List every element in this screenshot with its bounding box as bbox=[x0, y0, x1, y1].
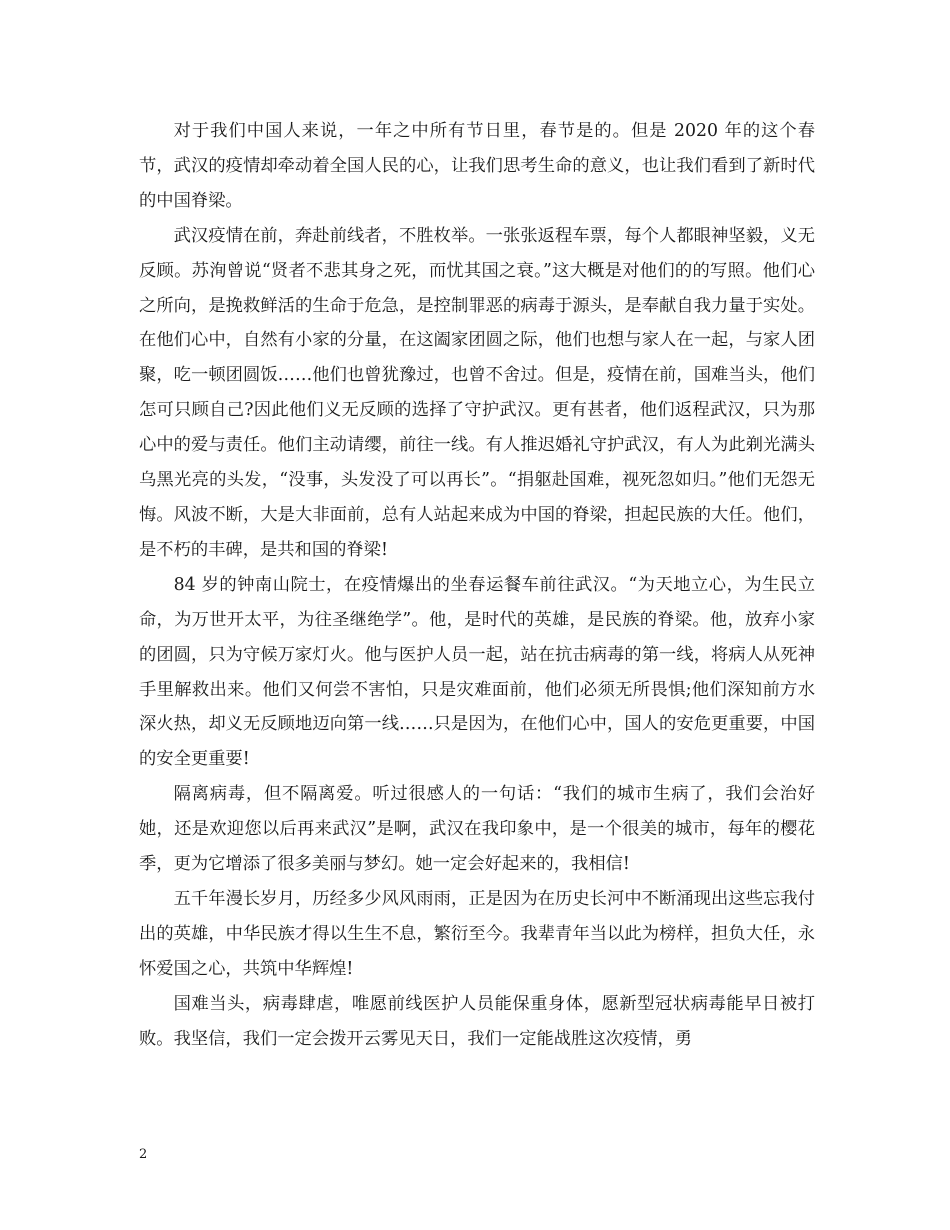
paragraph-2: 武汉疫情在前，奔赴前线者，不胜枚举。一张张返程车票，每个人都眼神坚毅，义无反顾。苏洵曾说“贤者不悲其身之死，而忧其国之衰。”这大概是对他们的的写照。他们心之所向，是挽救鲜活的生命于危急，是控制罪恶的病毒于源头，是奉献自我力量于实处。在他们心中，自然有小家的分量，在这阖家团圆之际，他们也想与家人在一起，与家人团聚，吃一顿团圆饭……他们也曾犹豫过，也曾不舍过。但是，疫情在前，国难当头，他们怎可只顾自己?因此他们义无反顾的选择了守护武汉。更有甚者，他们返程武汉，只为那心中的爱与责任。他们主动请缨，前往一线。有人推迟婚礼守护武汉，有人为此剃光满头乌黑光亮的头发，“没事，头发没了可以再长”。“捐躯赴国难，视死忽如归。”他们无怨无悔。风波不断，大是大非面前，总有人站起来成为中国的脊梁，担起民族的大任。他们，是不朽的丰碑，是共和国的脊梁! bbox=[139, 225, 815, 560]
paragraph-6: 国难当头，病毒肆虐，唯愿前线医护人员能保重身体，愿新型冠状病毒能早日被打败。我坚信，我们一定会拨开云雾见天日，我们一定能战胜这次疫情，勇 bbox=[139, 993, 815, 1049]
paragraph-5: 五千年漫长岁月，历经多少风风雨雨，正是因为在历史长河中不断涌现出这些忘我付出的英雄，中华民族才得以生生不息，繁衍至今。我辈青年当以此为榜样，担负大任，永怀爱国之心，共筑中华辉煌! bbox=[139, 888, 815, 979]
paragraph-1: 对于我们中国人来说，一年之中所有节日里，春节是的。但是 2020 年的这个春节，武汉的疫情却牵动着全国人民的心，让我们思考生命的意义，也让我们看到了新时代的中国脊梁。 bbox=[139, 121, 815, 211]
body-text bbox=[139, 114, 815, 1056]
page-number: 2 bbox=[139, 1147, 148, 1162]
paragraph-4: 隔离病毒，但不隔离爱。听过很感人的一句话：“我们的城市生病了，我们会治好她，还是欢迎您以后再来武汉”是啊，武汉在我印象中，是一个很美的城市，每年的樱花季，更为它增添了很多美丽与梦幻。她一定会好起来的，我相信! bbox=[139, 784, 815, 875]
paragraph-3: 84 岁的钟南山院士，在疫情爆出的坐春运餐车前往武汉。“为天地立心，为生民立命，为万世开太平，为往圣继绝学”。他，是时代的英雄，是民族的脊梁。他，放弃小家的团圆，只为守候万家灯火。他与医护人员一起，站在抗击病毒的第一线，将病人从死神手里解救出来。他们又何尝不害怕，只是灾难面前，他们必须无所畏惧;他们深知前方水深火热，却义无反顾地迈向第一线……只是因为，在他们心中，国人的安危更重要，中国的安全更重要! bbox=[139, 574, 815, 770]
